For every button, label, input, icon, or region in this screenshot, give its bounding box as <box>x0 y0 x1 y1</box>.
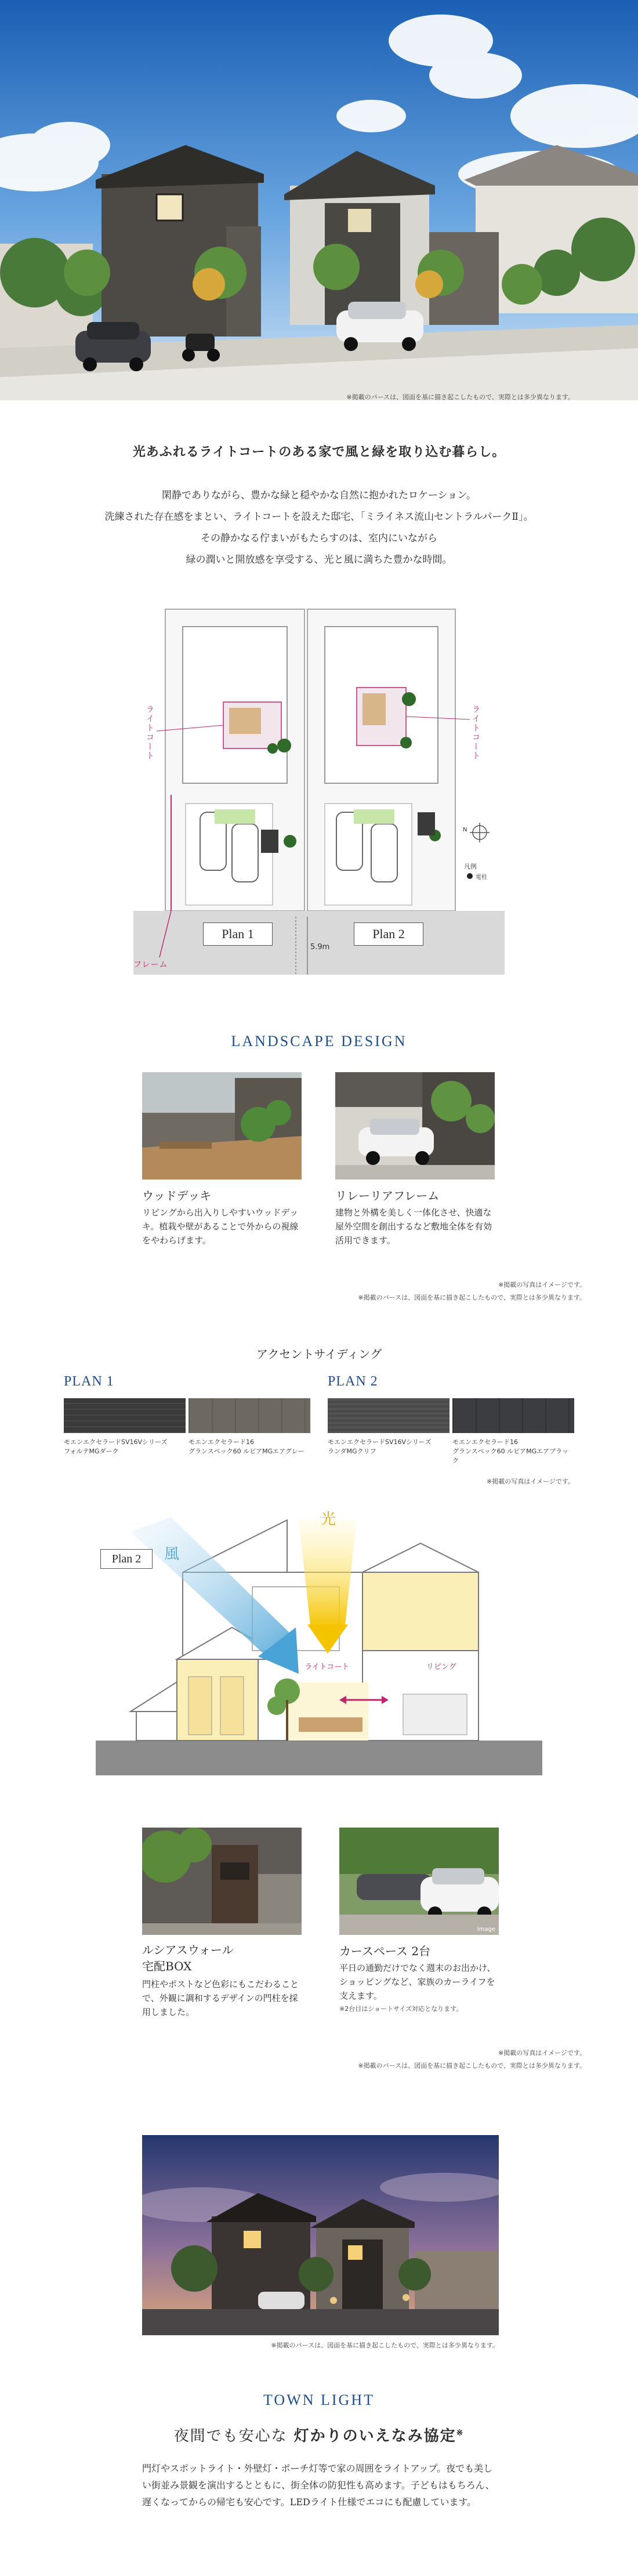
wood-deck-title: ウッドデッキ <box>142 1189 212 1203</box>
wood-deck-text: リビングから出入りしやすいウッドデッキ。植栽や壁があることで外からの視線をやわらげます。 <box>142 1207 299 1246</box>
car-space-photo <box>339 1828 499 1935</box>
siding-title: アクセントサイディング <box>256 1347 382 1361</box>
delivery-box-title-line: ルシアスウォール <box>142 1943 234 1957</box>
intro-lines <box>0 485 638 571</box>
delivery-box-title <box>142 1942 234 1974</box>
siding-swatch-4-label <box>452 1438 574 1466</box>
hero-note: ※掲載のパースは、図面を基に描き起こしたもので、実際とは多少異なります。 <box>346 393 574 401</box>
car-space-text: 平日の通勤だけでなく週末のお出かけ、ショッピングなど、家族のカーライフを支えます。 <box>339 1963 496 2001</box>
intro-line: 緑の潤いと開放感を享受する、光と風に満ちた豊かな時間。 <box>186 554 452 566</box>
town-light-heading-b: 灯かりのいえなみ協定 <box>293 2427 456 2445</box>
features-note-2: ※掲載のパースは、図面を基に描き起こしたもので、実際とは多少異なります。 <box>358 2062 586 2070</box>
landscape-note-2: ※掲載のパースは、図面を基に描き起こしたもので、実際とは多少異なります。 <box>358 1294 586 1301</box>
plan1-label: Plan 1 <box>203 922 273 946</box>
siding-swatch-3-label <box>328 1438 449 1456</box>
legend-pole: 電柱 <box>476 874 487 881</box>
intro-line: 洗練された存在感をまとい、ライトコートを設えた邸宅、「ミライネス流山セントラルパークⅡ」。 <box>104 511 534 523</box>
section-diagram <box>96 1508 542 1781</box>
landscape-title: LANDSCAPE DESIGN <box>231 1033 407 1050</box>
swatch-line: モエンエクセラード16 <box>452 1438 518 1446</box>
car-space-photo-label: Image <box>477 1926 495 1933</box>
legend-title: 凡例 <box>464 863 477 870</box>
intro-line: その静かなる佇まいがもたらすのは、室内にいながら <box>201 533 437 544</box>
features-note-1: ※掲載の写真はイメージです。 <box>498 2049 586 2057</box>
siding-swatch-2 <box>188 1398 310 1433</box>
town-light-heading <box>0 2424 638 2445</box>
siding-swatch-4 <box>452 1398 574 1433</box>
car-space-subnote: ※2台目はショートサイズ対応となります。 <box>339 2005 463 2013</box>
site-plan <box>133 603 505 998</box>
relay-frame-text: 建物と外構を美しく一体化させ、快適な屋外空間を創出するなど敷地全体を有効活用できます。 <box>335 1207 492 1246</box>
section-light-court-label: ライトコート <box>304 1663 350 1671</box>
siding-swatch-2-label <box>188 1438 310 1456</box>
car-space-title: カースペース 2台 <box>339 1944 431 1958</box>
landscape-note-1: ※掲載の写真はイメージです。 <box>498 1281 586 1289</box>
swatch-line: グランスペック60 ルビアMGエアグレー <box>188 1448 304 1455</box>
siding-note: ※掲載の写真はイメージです。 <box>486 1478 574 1485</box>
intro-line: 閑静でありながら、豊かな緑と穏やかな自然に抱かれたロケーション。 <box>162 490 476 501</box>
light-court-label-right: ライトコート <box>471 705 480 761</box>
town-light-note: ※掲載のパースは、図面を基に描き起こしたもので、実際とは多少異なります。 <box>271 2342 499 2349</box>
section-drawing <box>96 1508 542 1781</box>
compass-north: N <box>463 827 467 833</box>
swatch-line: フォルテMGダーク <box>64 1448 119 1455</box>
section-plan-label: Plan 2 <box>100 1549 153 1569</box>
plan2-label: Plan 2 <box>354 922 423 946</box>
swatch-line: グランスペック60 ルビアMGエアブラック <box>452 1448 568 1464</box>
light-court-label-left: ライトコート <box>145 705 154 761</box>
road-width: 5.9m <box>310 943 330 951</box>
intro-heading: 光あふれるライトコートのある家で風と緑を取り込む暮らし。 <box>132 444 506 460</box>
town-light-heading-a: 夜間でも安心な <box>173 2427 288 2445</box>
wind-label: 風 <box>164 1546 180 1563</box>
town-light-title: TOWN LIGHT <box>263 2392 375 2408</box>
relay-frame-photo <box>335 1072 495 1180</box>
town-light-photo <box>142 2135 499 2335</box>
site-plan-drawing <box>133 603 505 998</box>
swatch-line: ランダMGクリフ <box>328 1448 376 1455</box>
delivery-box-text: 門柱やポストなど色彩にもこだわることで、外観に調和するデザインの門柱を採用しました。 <box>142 1979 299 2017</box>
siding-plan2-label: PLAN 2 <box>328 1374 378 1389</box>
swatch-line: モエンエクセラード16 <box>188 1438 254 1446</box>
siding-swatch-1-label <box>64 1438 186 1456</box>
relay-frame-title: リレーリアフレーム <box>335 1189 440 1203</box>
living-label: リビング <box>426 1663 456 1671</box>
siding-swatch-3 <box>328 1398 449 1433</box>
light-label: 光 <box>321 1511 336 1528</box>
town-light-heading-mark: ※ <box>456 2428 465 2438</box>
swatch-line: モエンエクセラードSV16Vシリーズ <box>64 1438 168 1446</box>
siding-swatch-1 <box>64 1398 186 1433</box>
wood-deck-photo <box>142 1072 302 1180</box>
town-light-text: 門灯やスポットライト・外壁灯・ポーチ灯等で家の周囲をライトアップ。夜でも美しい街並み景観を演出するとともに、街全体の防犯性も高めます。子どもはもちろん、遅くなってからの帰宅も安心です。LEDライト仕様でエコにも配慮しています。 <box>142 2463 495 2508</box>
frame-label: フレーム <box>133 960 168 969</box>
delivery-box-photo <box>142 1828 302 1935</box>
hero-photo <box>0 0 638 400</box>
hero-illustration <box>0 0 638 400</box>
swatch-line: モエンエクセラードSV16Vシリーズ <box>328 1438 432 1446</box>
siding-plan1-label: PLAN 1 <box>64 1374 114 1389</box>
delivery-box-title-line: 宅配BOX <box>142 1959 192 1973</box>
